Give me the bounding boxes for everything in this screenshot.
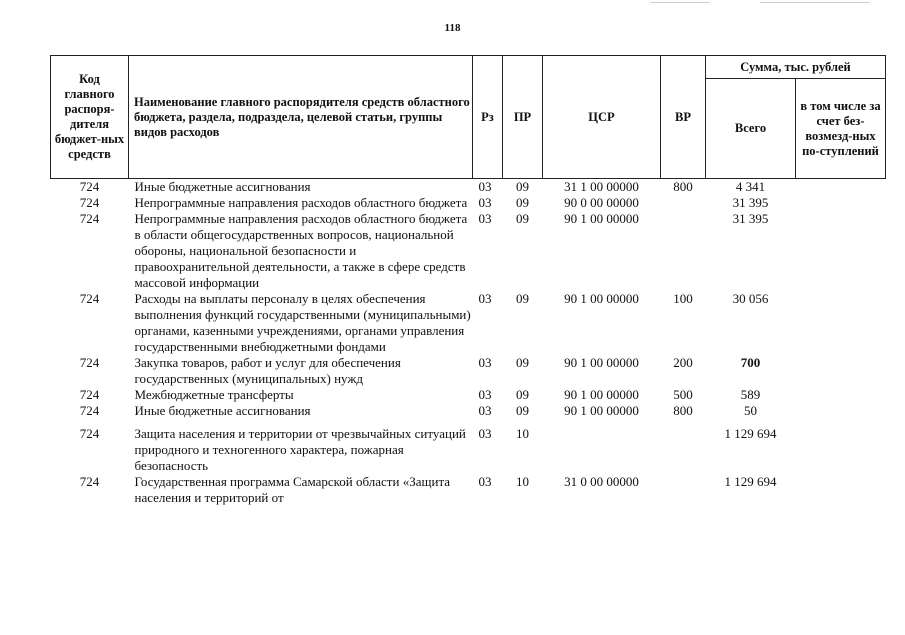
table-row xyxy=(51,403,886,419)
page-number: 118 xyxy=(444,22,461,34)
row-code: 724 xyxy=(79,426,100,441)
row-rz: 03 xyxy=(478,355,492,370)
row-name: Закупка товаров, работ и услуг для обеспечения государственных (муниципальных) нужд xyxy=(134,355,401,386)
row-free xyxy=(796,195,886,211)
table-row xyxy=(51,195,886,211)
header-vr: ВР xyxy=(661,56,706,179)
row-vr xyxy=(661,419,706,474)
row-total: 1 129 694 xyxy=(724,426,777,441)
row-pr: 09 xyxy=(516,179,529,194)
table-row xyxy=(51,179,886,196)
row-pr: 09 xyxy=(516,403,529,418)
row-pr: 10 xyxy=(516,474,529,489)
row-rz: 03 xyxy=(478,403,492,418)
header-rz: Рз xyxy=(473,56,503,179)
row-name: Иные бюджетные ассигнования xyxy=(134,403,311,418)
row-free xyxy=(796,291,886,355)
row-csr: 90 0 00 00000 xyxy=(564,195,639,210)
row-vr: 800 xyxy=(673,403,693,418)
row-code: 724 xyxy=(79,195,100,210)
row-csr: 90 1 00 00000 xyxy=(564,387,639,402)
row-rz: 03 xyxy=(478,179,492,194)
row-csr: 90 1 00 00000 xyxy=(564,211,639,226)
table-row xyxy=(51,291,886,355)
row-pr: 09 xyxy=(516,211,529,226)
row-total: 50 xyxy=(744,403,757,418)
scan-edge-line xyxy=(650,2,710,3)
row-free xyxy=(796,474,886,506)
row-total: 589 xyxy=(740,387,761,402)
scan-edge-line xyxy=(760,2,870,3)
row-csr: 90 1 00 00000 xyxy=(564,291,639,306)
table-row xyxy=(51,474,886,506)
header-csr: ЦСР xyxy=(543,56,661,179)
row-free xyxy=(796,211,886,291)
row-csr xyxy=(543,419,661,474)
row-total: 31 395 xyxy=(732,211,769,226)
row-code: 724 xyxy=(79,355,100,370)
row-csr: 90 1 00 00000 xyxy=(564,403,639,418)
row-total: 30 056 xyxy=(732,291,769,306)
row-name: Иные бюджетные ассигнования xyxy=(134,179,311,194)
table-row xyxy=(51,419,886,474)
row-code: 724 xyxy=(79,474,100,489)
row-rz: 03 xyxy=(478,426,492,441)
row-code: 724 xyxy=(79,291,100,306)
row-vr xyxy=(661,195,706,211)
table-row xyxy=(51,355,886,387)
row-total: 1 129 694 xyxy=(724,474,777,489)
row-code: 724 xyxy=(79,387,100,402)
row-vr xyxy=(661,211,706,291)
row-name: Государственная программа Самарской области «Защита населения и территорий от xyxy=(134,474,451,505)
row-csr: 31 1 00 00000 xyxy=(564,179,639,194)
row-pr: 10 xyxy=(516,426,529,441)
row-pr: 09 xyxy=(516,387,529,402)
row-free xyxy=(796,355,886,387)
row-total: 31 395 xyxy=(732,195,769,210)
header-free: в том числе за счет без-возмезд-ных по-ступлений xyxy=(796,79,886,179)
row-rz: 03 xyxy=(478,387,492,402)
row-free xyxy=(796,179,886,196)
row-rz: 03 xyxy=(478,474,492,489)
row-pr: 09 xyxy=(516,195,529,210)
row-csr: 90 1 00 00000 xyxy=(564,355,639,370)
row-code: 724 xyxy=(79,403,100,418)
budget-table xyxy=(50,55,885,506)
row-rz: 03 xyxy=(478,291,492,306)
header-code: Код главного распоря-дителя бюджет-ных средств xyxy=(51,56,129,179)
row-free xyxy=(796,387,886,403)
header-pr: ПР xyxy=(503,56,543,179)
table-row xyxy=(51,211,886,291)
header-sum: Сумма, тыс. рублей xyxy=(706,56,886,79)
row-code: 724 xyxy=(79,211,100,226)
row-vr: 800 xyxy=(673,179,693,194)
row-total: 4 341 xyxy=(735,179,766,194)
row-vr: 500 xyxy=(673,387,693,402)
header-total: Всего xyxy=(706,79,796,179)
row-name: Непрограммные направления расходов областного бюджета в области общегосударственных вопросов, национальной обороны, национальной безопасности и правоохранительной деятельности, а также в сфере средств массовой информации xyxy=(134,211,468,290)
header-name: Наименование главного распорядителя средств областного бюджета, раздела, подраздела, целевой статьи, группы видов расходов xyxy=(129,56,473,179)
row-csr: 31 0 00 00000 xyxy=(564,474,639,489)
row-vr: 100 xyxy=(673,291,693,306)
row-code: 724 xyxy=(79,179,100,194)
row-rz: 03 xyxy=(478,195,492,210)
row-pr: 09 xyxy=(516,355,529,370)
row-free xyxy=(796,403,886,419)
row-pr: 09 xyxy=(516,291,529,306)
row-name: Непрограммные направления расходов областного бюджета xyxy=(134,195,468,210)
row-vr: 200 xyxy=(673,355,693,370)
row-name: Расходы на выплаты персоналу в целях обеспечения выполнения функций государственными (муниципальными) органами, казенными учреждениями, органами управления государственными внебюджетными фондами xyxy=(134,291,471,354)
row-total: 700 xyxy=(740,355,761,370)
row-vr xyxy=(661,474,706,506)
table-row xyxy=(51,387,886,403)
row-name: Межбюджетные трансферты xyxy=(134,387,294,402)
row-free xyxy=(796,419,886,474)
row-name: Защита населения и территории от чрезвычайных ситуаций природного и техногенного характера, пожарная безопасность xyxy=(134,426,466,473)
row-rz: 03 xyxy=(478,211,492,226)
